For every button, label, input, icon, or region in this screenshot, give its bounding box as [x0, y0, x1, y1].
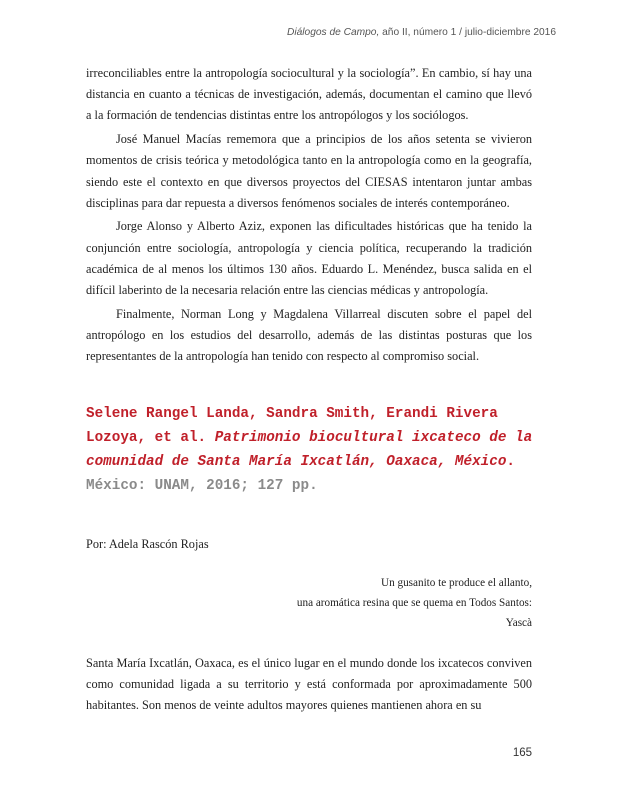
issue-info: año II, número 1 / julio-diciembre 2016: [379, 27, 556, 38]
paragraph: Santa María Ixcatlán, Oaxaca, es el único lugar en el mundo donde los ixcatecos conviven como comunidad ligada a su territorio y está conformada por aproximadamente 500 habitantes. Son menos de veinte adultos mayores quienes mantienen ahora en su: [86, 656, 532, 713]
paragraph: Finalmente, Norman Long y Magdalena Villarreal discuten sobre el papel del antropólogo en los estudios del desarrollo, además de las distintas posturas que los representantes de la antropología han tenido con respecto al compromiso social.: [86, 306, 532, 364]
paragraph: irreconciliables entre la antropología sociocultural y la sociología”. En cambio, sí hay una distancia en cuanto a técnicas de investigación, además, documentan el camino que llevó a la formación de tendencias distintas entre los antropólogos y los sociólogos.: [86, 66, 532, 123]
body-text-bottom: [86, 653, 532, 719]
journal-name: Diálogos de Campo,: [287, 27, 380, 38]
paragraph: José Manuel Macías rememora que a principios de los años setenta se vivieron momentos de crisis teórica y metodológica tanto en la antropología como en la geografía, siendo este el contexto en que diversos proyectos del CIESAS intentaron juntar ambas disciplinas para dar repuesta a diversos fenómenos sociales de interés contemporáneo.: [86, 132, 532, 210]
review-publication: México: UNAM, 2016; 127 pp.: [86, 478, 318, 494]
page-number: 165: [512, 747, 532, 759]
epigraph-attribution: Yascà: [505, 617, 532, 629]
epigraph-line: Un gusanito te produce el allanto,: [381, 577, 532, 589]
review-book-title: Patrimonio biocultural ixcateco de la comunidad de Santa María Ixcatlán, Oaxaca, México: [86, 430, 533, 470]
reviewer-byline: Por: Adela Rascón Rojas: [86, 537, 209, 551]
review-authors: Selene Rangel Landa, Sandra Smith, Erandi Rivera Lozoya, et al.: [86, 406, 498, 446]
epigraph-line: una aromática resina que se quema en Todos Santos:: [296, 597, 532, 609]
epigraph: [92, 573, 532, 633]
body-text-top: [86, 63, 532, 370]
review-title-end: .: [506, 454, 515, 470]
paragraph: Jorge Alonso y Alberto Aziz, exponen las dificultades históricas que ha tenido la conjunción entre sociología, antropología y ciencia política, recuperando la tradición académica de al menos los últimos 130 años. Eduardo L. Menéndez, busca salida en el difícil laberinto de la necesaria relación entre las ciencias médicas y antropología.: [86, 219, 532, 298]
review-heading: [86, 402, 546, 498]
running-header: [287, 27, 556, 38]
